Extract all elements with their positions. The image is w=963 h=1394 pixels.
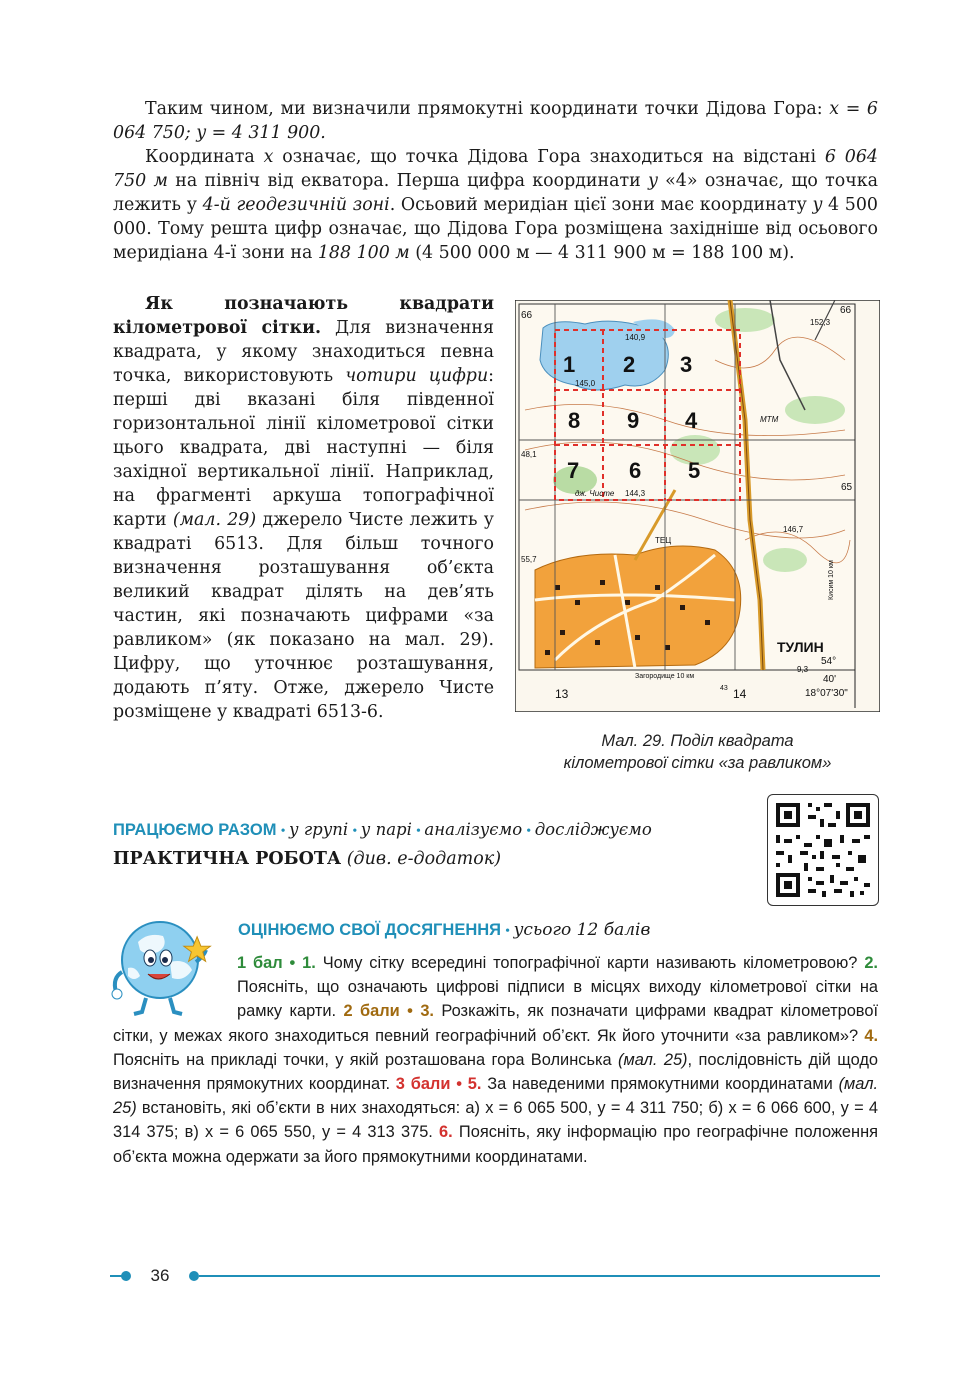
page-number: 36 bbox=[150, 1266, 170, 1285]
squares-heading: Як позначають квадрати кілометрової сітки. bbox=[113, 294, 494, 338]
snail-digit-9: 9 bbox=[627, 408, 640, 433]
map-label-152: 152,3 bbox=[810, 318, 831, 327]
map-side-label: Кисим 10 км bbox=[828, 560, 835, 600]
assess-questions: 1 бал • 1. Чому сітку всередині топографічної карти називають кілометровою? 2. Поясніть, що означають цифрові підписи в місцях виходу кілометрової сітки на рамку карти. 2 бали • 3. Розкажіть, як позначати цифрами квадрат кілометрової сітки, у межах якого знаходиться певний географічний об’єкт. Як його уточнити «за равликом»? 4. Поясніть на прикладі точки, у якій розташована гора Волинська (мал. 25), послідовність дій щодо визначення прямокутних координат. 3 бали • 5. За наведеними прямокутними координатами (мал. 25) встановіть, які об’єкти в них знаходяться: а) x = 6 065 500, y = 4 311 750; б) x = 6 066 600, y = 4 314 375; в) x = 6 065 550, y = 4 313 375. 6. Поясніть, яку інформацію про географічне положення об’єкта можна одержати за його прямокутними координатами. bbox=[113, 954, 879, 1166]
snail-digit-3: 3 bbox=[680, 352, 693, 377]
together-line: ПРАЦЮЄМО РАЗОМ • у групі • у парі • аналізуємо • досліджуємо bbox=[113, 820, 652, 839]
squares-text bbox=[113, 292, 494, 724]
caption-line-1: Мал. 29. Поділ квадрата bbox=[601, 732, 794, 750]
snail-digit-2: 2 bbox=[623, 352, 636, 377]
map-label-mtm: МТМ bbox=[760, 415, 779, 424]
caption-line-2: кілометрової сітки «за равликом» bbox=[563, 754, 832, 772]
together-item-analyze: аналізуємо bbox=[424, 820, 523, 839]
points-3: 3 бали • 5. bbox=[395, 1075, 482, 1094]
map-label-93: 9,3 bbox=[797, 665, 809, 674]
assess-title-line: ОЦІНЮЄМО СВОЇ ДОСЯГНЕННЯ • усього 12 балів bbox=[238, 920, 651, 940]
snail-digit-7: 7 bbox=[567, 458, 580, 483]
map-road-label: Загородище 10 км bbox=[635, 673, 695, 680]
map-label-146: 146,7 bbox=[783, 525, 804, 534]
map-figure bbox=[515, 300, 880, 712]
assess-total: усього 12 балів bbox=[513, 920, 651, 940]
together-label: ПРАЦЮЄМО РАЗОМ bbox=[113, 821, 277, 839]
squares-paragraph: Як позначають квадрати кілометрової сітки. Для визначення квадрата, у якому знаходиться певна точка, використовують чотири цифри: перші дві вказані біля південної горизонтальної лінії кілометрової сітки цього квадрата, дві наступні — біля західної вертикальної лінії. Наприклад, на фрагменті аркуша топографічної карти (мал. 29) джерело Чисте лежить у квадраті 6513. Для більш точного визначення розташування об’єкта великий квадрат ділять на дев’ять частин, які позначають цифрами «за равликом» (як показано на мал. 29). Цифру, що уточнює розташування, додають п’яту. Отже, джерело Чисте розміщене у квадраті 6513-6. bbox=[113, 294, 494, 722]
map-label-48: 48,1 bbox=[521, 450, 537, 459]
qr-code[interactable] bbox=[767, 794, 879, 906]
points-2: 2 бали • 3. bbox=[343, 1002, 434, 1021]
figure-caption bbox=[515, 730, 880, 774]
grid-label-left-bottom: 13 bbox=[555, 687, 569, 701]
intro-paragraph-1: Таким чином, ми визначили прямокутні координати точки Дідова Гора: x = 6 064 750; y = 4 311 900. bbox=[113, 99, 878, 143]
grid-label-bottom-43: 43 bbox=[720, 685, 728, 692]
intro-text bbox=[113, 97, 878, 265]
practical-title: ПРАКТИЧНА РОБОТА bbox=[113, 849, 342, 869]
snail-digit-4: 4 bbox=[685, 408, 698, 433]
points-1: 1 бал • 1. bbox=[237, 954, 316, 972]
grid-label-right-65: 65 bbox=[841, 482, 853, 493]
map-label-144: 144,3 bbox=[625, 489, 646, 498]
footer-decoration bbox=[110, 1264, 880, 1288]
practical-line bbox=[113, 846, 501, 872]
map-min: 40' bbox=[823, 674, 837, 685]
together-item-group: у групі bbox=[289, 820, 349, 839]
grid-label-top-right: 66 bbox=[840, 305, 852, 316]
snail-digit-1: 1 bbox=[563, 352, 576, 377]
map-label-145: 145,0 bbox=[575, 379, 596, 388]
map-label-140: 140,9 bbox=[625, 333, 646, 342]
qr-code-icon bbox=[768, 795, 878, 905]
snail-digit-5: 5 bbox=[688, 458, 701, 483]
snail-digit-8: 8 bbox=[568, 408, 581, 433]
page-footer bbox=[110, 1264, 880, 1288]
snail-digit-6: 6 bbox=[629, 458, 642, 483]
together-item-research: досліджуємо bbox=[534, 820, 652, 839]
intro-paragraph-2: Координата x означає, що точка Дідова Гора знаходиться на відстані 6 064 750 м на північ від екватора. Перша цифра координати y «4» означає, що точка лежить у 4-й геодезичній зоні. Осьовий меридіан цієї зони має координату y 4 500 000. Тому решта цифр означає, що Дідова Гора розміщена західніше від осьового меридіана 4-ї зони на 188 100 м (4 500 000 м — 4 311 900 м = 188 100 м). bbox=[113, 147, 878, 263]
assess-title: ОЦІНЮЄМО СВОЇ ДОСЯГНЕННЯ bbox=[238, 921, 502, 939]
map-label-town: ТУЛИН bbox=[777, 639, 824, 655]
map-label-55: 55,7 bbox=[521, 555, 537, 564]
map-deg: 54° bbox=[821, 656, 837, 667]
map-coord: 18°07'30" bbox=[805, 688, 848, 699]
grid-label-bottom-right: 14 bbox=[733, 687, 747, 701]
map-label-tets: ТЕЦ bbox=[655, 536, 672, 545]
practical-ref: (див. е-додаток) bbox=[346, 849, 502, 869]
together-item-pair: у парі bbox=[360, 820, 412, 839]
map-label-spring: дж. Чисте bbox=[575, 489, 615, 498]
grid-label-top-left: 66 bbox=[521, 310, 533, 321]
topographic-map bbox=[515, 300, 880, 712]
